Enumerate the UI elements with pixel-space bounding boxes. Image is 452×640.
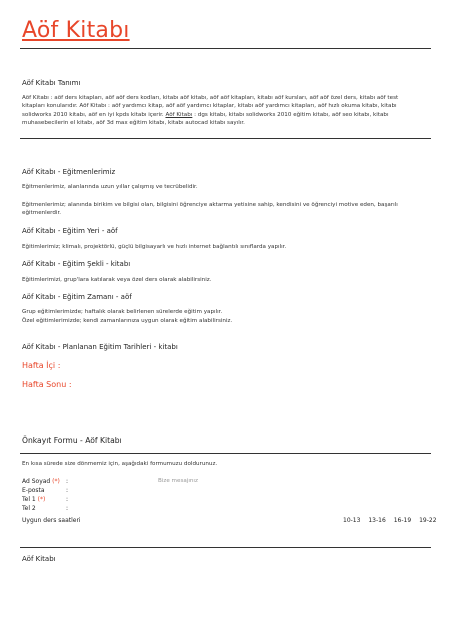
zaman-p2: Özel eğitimlerimizde; kendi zamanlarınıza uygun olarak eğitim alabilirsiniz. [22,318,233,324]
tel2-colon: : [66,505,69,512]
egitmenler-p2: Eğitmenlerimiz; alanında birikim ve bilgisi olan, bilgisini öğrenciye aktarma yetisine sahip, kendisini ve öğrenciyi motive eden, başarılı eğitmenlerdir. [22,202,398,217]
tel2-field-label[interactable]: Tel 2 [22,505,36,512]
zaman-heading: Aöf Kitabı - Eğitim Zamanı - aöf [22,293,132,301]
tel1-label-text: Tel 1 [22,496,36,503]
page-title: Aöf Kitabı [22,18,130,43]
required-mark: (*) [37,496,46,503]
name-field-label[interactable] [22,478,60,485]
tanim-divider [20,138,431,139]
hour-option[interactable]: 10-13 [343,517,361,524]
name-colon: : [66,478,69,485]
tel1-colon: : [66,496,69,503]
form-heading: Önkayıt Formu - Aöf Kitabı [22,436,122,445]
name-label-text: Ad Soyad [22,478,51,485]
yer-paragraph: Eğitimlerimiz; klimalı, projektörlü, güçlü bilgisayarlı ve hızlı internet bağlantılı sınıflarda yapılır. [22,244,287,250]
yer-heading: Aöf Kitabı - Eğitim Yeri - aöf [22,227,118,235]
egitmenler-heading: Aöf Kitabı - Eğitmenlerimiz [22,168,116,176]
hafta-sonu-label: Hafta Sonu : [22,380,72,389]
egitmenler-p1: Eğitmenlerimiz, alanlarında uzun yıllar çalışmış ve tecrübelidir. [22,184,198,190]
form-divider [20,453,431,454]
footer-title: Aöf Kitabı [22,555,56,563]
hours-label: Uygun ders saatleri [22,517,81,524]
hafta-ici-label: Hafta İçi : [22,361,61,370]
tanim-text-2: : dgs kitabı, kitabı solidworks 2010 eğitim kitabı, aöf seo kitabı, kitabı muhasebecilerin el kitabı, aöf 3d max eğitim kitabı, kitabı autocad kitabı sayılır. [22,111,389,127]
tanim-text-1: Aöf Kitabı : aöf ders kitapları, aöf aöf ders kodları, kitabı aöf kitabı, aöf aöf kitapları, kitabı aöf kursları, aöf aöf özel ders, kitabı aöf test kitapları konularıdır. Aöf Kitabı : aöf yardımcı kitap, aöf aöf yardımcı kitaplar, kitabı aöf yardımcı kitapları, aöf hızlı okuma kitabı, kitabı solidworks 2010 kitabı, aöf en iyi kpds kitabı içerir. [22,95,399,118]
footer-divider [20,547,431,548]
hours-options [337,517,437,524]
sekil-paragraph: Eğitimlerimizi, grup'lara katılarak veya özel ders olarak alabilirsiniz. [22,277,212,283]
sekil-heading: Aöf Kitabı - Eğitim Şekli - kitabı [22,260,131,268]
hour-option[interactable]: 19-22 [419,517,437,524]
email-colon: : [66,487,69,494]
tanim-heading: Aöf Kitabı Tanımı [22,79,81,87]
message-textarea[interactable]: Bize mesajınız [158,478,198,484]
required-mark: (*) [52,478,60,485]
zaman-p1: Grup eğitimlerimizde; haftalık olarak belirlenen sürelerde eğitim yapılır. [22,309,223,315]
tel1-field-label[interactable] [22,496,45,503]
tanim-link[interactable]: Aöf Kitabı [165,111,193,118]
hour-option[interactable]: 13-16 [368,517,386,524]
hour-option[interactable]: 16-19 [393,517,412,524]
email-field-label[interactable]: E-posta [22,487,45,494]
title-divider [20,48,431,49]
plan-heading: Aöf Kitabı - Planlanan Eğitim Tarihleri - kitabı [22,343,178,351]
tanim-paragraph [22,94,420,128]
form-intro: En kısa sürede size dönmemiz için, aşağıdaki formumuzu doldurunuz. [22,461,218,467]
